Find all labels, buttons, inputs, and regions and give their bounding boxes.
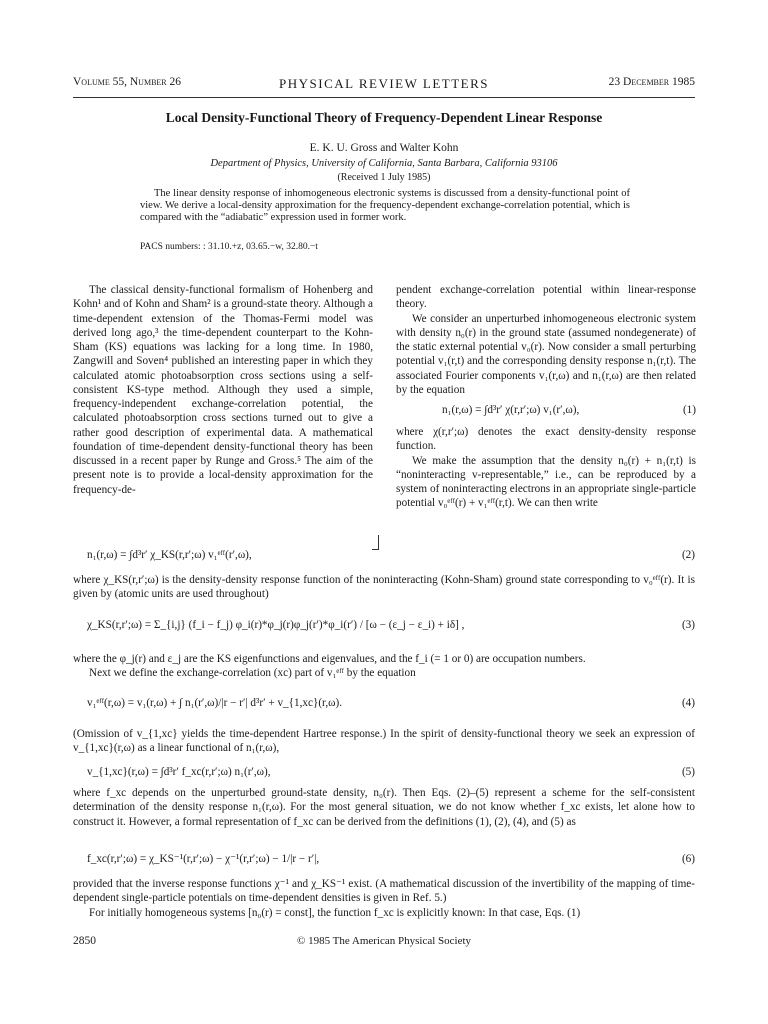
paragraph: The classical density-functional formalism of Hohenberg and Kohn¹ and of Kohn and Sham² is a ground-state theory. Although a time-dependent extension of the Thomas-Fermi model was derived long ago,³ the time-dependent counterpart to the Kohn-Sham (KS) equations was lacking for a long time. In 1980, Zangwill and Soven⁴ published an interesting paper in which they calculated atomic photoabsorption cross sections using a self-consistent KS-type method. Although they used a simple, frequency-independent exchange-correlation potential, the calculated photoabsorption cross sections turned out to give a rather good description of experimental data. A mathematical foundation of time-dependent density-functional theory has been discussed in a recent paper by Runge and Gross.⁵ The aim of the present note is to provide a local-density approximation for the frequency-de- xyxy=(73,284,373,496)
paragraph: where f_xc depends on the unperturbed ground-state density, n₀(r). Then Eqs. (2)–(5) represent a scheme for the self-consistent determination of the density response n₁(r,ω). For the most general situation, we do not know whether f_xc exists, let alone how to construct it. However, a formal representation of f_xc can be derived from the definitions (1), (2), (4), and (5) as xyxy=(73,787,695,828)
equation-number: (3) xyxy=(681,619,695,631)
equation-body: n₁(r,ω) = ∫d³r′ χ_KS(r,r′;ω) v₁ᵉᶠᶠ(r′,ω), xyxy=(87,549,252,561)
text-block xyxy=(73,573,695,602)
paragraph: For initially homogeneous systems [n₀(r) = const], the function f_xc is explicitly known: In that case, Eqs. (1) xyxy=(89,906,581,919)
paragraph: where χ_KS(r,r′;ω) is the density-density response function of the noninteracting (Kohn-Sham) ground state corresponding to v₀ᵉᶠᶠ(r). It is given by (atomic units are used throughout) xyxy=(73,574,695,601)
right-column xyxy=(396,283,696,511)
pacs-numbers: PACS numbers: : 31.10.+z, 03.65.−w, 32.80.−t xyxy=(140,242,318,252)
volume-info: Volume 55, Number 26 xyxy=(73,76,182,88)
equation-body: n₁(r,ω) = ∫d³r′ χ(r,r′;ω) v₁(r′,ω), xyxy=(442,404,580,416)
equation-number: (1) xyxy=(682,404,696,416)
equation-number: (4) xyxy=(681,697,695,709)
paragraph: We make the assumption that the density n₀(r) + n₁(r,t) is “noninteracting v-representable,” i.e., can be reproduced by a system of noninteracting electrons in an appropriate single-particle potential v₀ᵉᶠᶠ(r) + v₁ᵉᶠᶠ(r,t). We can then write xyxy=(396,454,696,510)
paragraph: (Omission of v_{1,xc} yields the time-dependent Hartree response.) In the spirit of density-functional theory we seek an expression of v_{1,xc}(r,ω) as a linear functional of n₁(r,ω), xyxy=(73,728,695,755)
issue-date: 23 December 1985 xyxy=(608,76,695,88)
received-date: (Received 1 July 1985) xyxy=(337,172,431,183)
equation-body: f_xc(r,r′;ω) = χ_KS⁻¹(r,r′;ω) − χ⁻¹(r,r′;ω) − 1/|r − r′|, xyxy=(87,853,320,865)
equation-body: χ_KS(r,r′;ω) = Σ_{i,j} (f_i − f_j) φ_i(r)*φ_j(r)φ_j(r′)*φ_i(r′) / [ω − (ε_j − ε_i) + iδ] , xyxy=(87,619,465,631)
journal-name: PHYSICAL REVIEW LETTERS xyxy=(279,76,489,91)
header-rule xyxy=(73,97,695,98)
affiliation: Department of Physics, University of California, Santa Barbara, California 93106 xyxy=(210,158,558,169)
paragraph: provided that the inverse response functions χ⁻¹ and χ_KS⁻¹ exist. (A mathematical discussion of the invertibility of the mapping of time-dependent single-particle potentials on time-dependent densities is given in Ref. 5.) xyxy=(73,878,695,905)
running-header xyxy=(73,76,695,92)
paragraph: pendent exchange-correlation potential within linear-response theory. xyxy=(396,284,696,311)
equation-1 xyxy=(396,400,696,422)
paragraph: where the φ_j(r) and ε_j are the KS eigenfunctions and eigenvalues, and the f_i (= 1 or 0) are occupation numbers. xyxy=(73,653,586,665)
paragraph: We consider an unperturbed inhomogeneous electronic system with density n₀(r) in the ground state (assumed nondegenerate) of the static external potential v₀(r). Now consider a small perturbing potential v₁(r,t) and the corresponding density response n₁(r,t). The associated Fourier components v₁(r,ω) and n₁(r,ω) are then related by the equation xyxy=(396,312,696,396)
article-title: Local Density-Functional Theory of Frequency-Dependent Linear Response xyxy=(165,110,603,125)
authors: E. K. U. Gross and Walter Kohn xyxy=(309,142,459,154)
copyright: © 1985 The American Physical Society xyxy=(296,935,472,947)
abstract: The linear density response of inhomogeneous electronic systems is discussed from a density-functional point of view. We derive a local-density approximation for the frequency-dependent exchange-correlation potential, which is compared with the “adiabatic” expression used in former work. xyxy=(140,188,630,223)
text-block xyxy=(73,877,695,920)
left-column xyxy=(73,283,373,497)
text-block xyxy=(73,786,695,829)
text-block xyxy=(73,727,695,756)
equation-body: v_{1,xc}(r,ω) = ∫d³r′ f_xc(r,r′;ω) n₁(r′,ω), xyxy=(87,766,271,778)
paragraph: Next we define the exchange-correlation (xc) part of v₁ᵉᶠᶠ by the equation xyxy=(89,667,416,680)
equation-body: v₁ᵉᶠᶠ(r,ω) = v₁(r,ω) + ∫ n₁(r′,ω)/|r − r′| d³r′ + v_{1,xc}(r,ω). xyxy=(87,697,343,709)
page-number: 2850 xyxy=(73,935,96,947)
equation-number: (5) xyxy=(681,766,695,778)
text-block xyxy=(73,652,695,681)
paragraph: where χ(r,r′;ω) denotes the exact density-density response function. xyxy=(396,426,696,453)
equation-number: (6) xyxy=(681,853,695,865)
equation-number: (2) xyxy=(681,549,695,561)
column-end-mark xyxy=(372,535,379,550)
